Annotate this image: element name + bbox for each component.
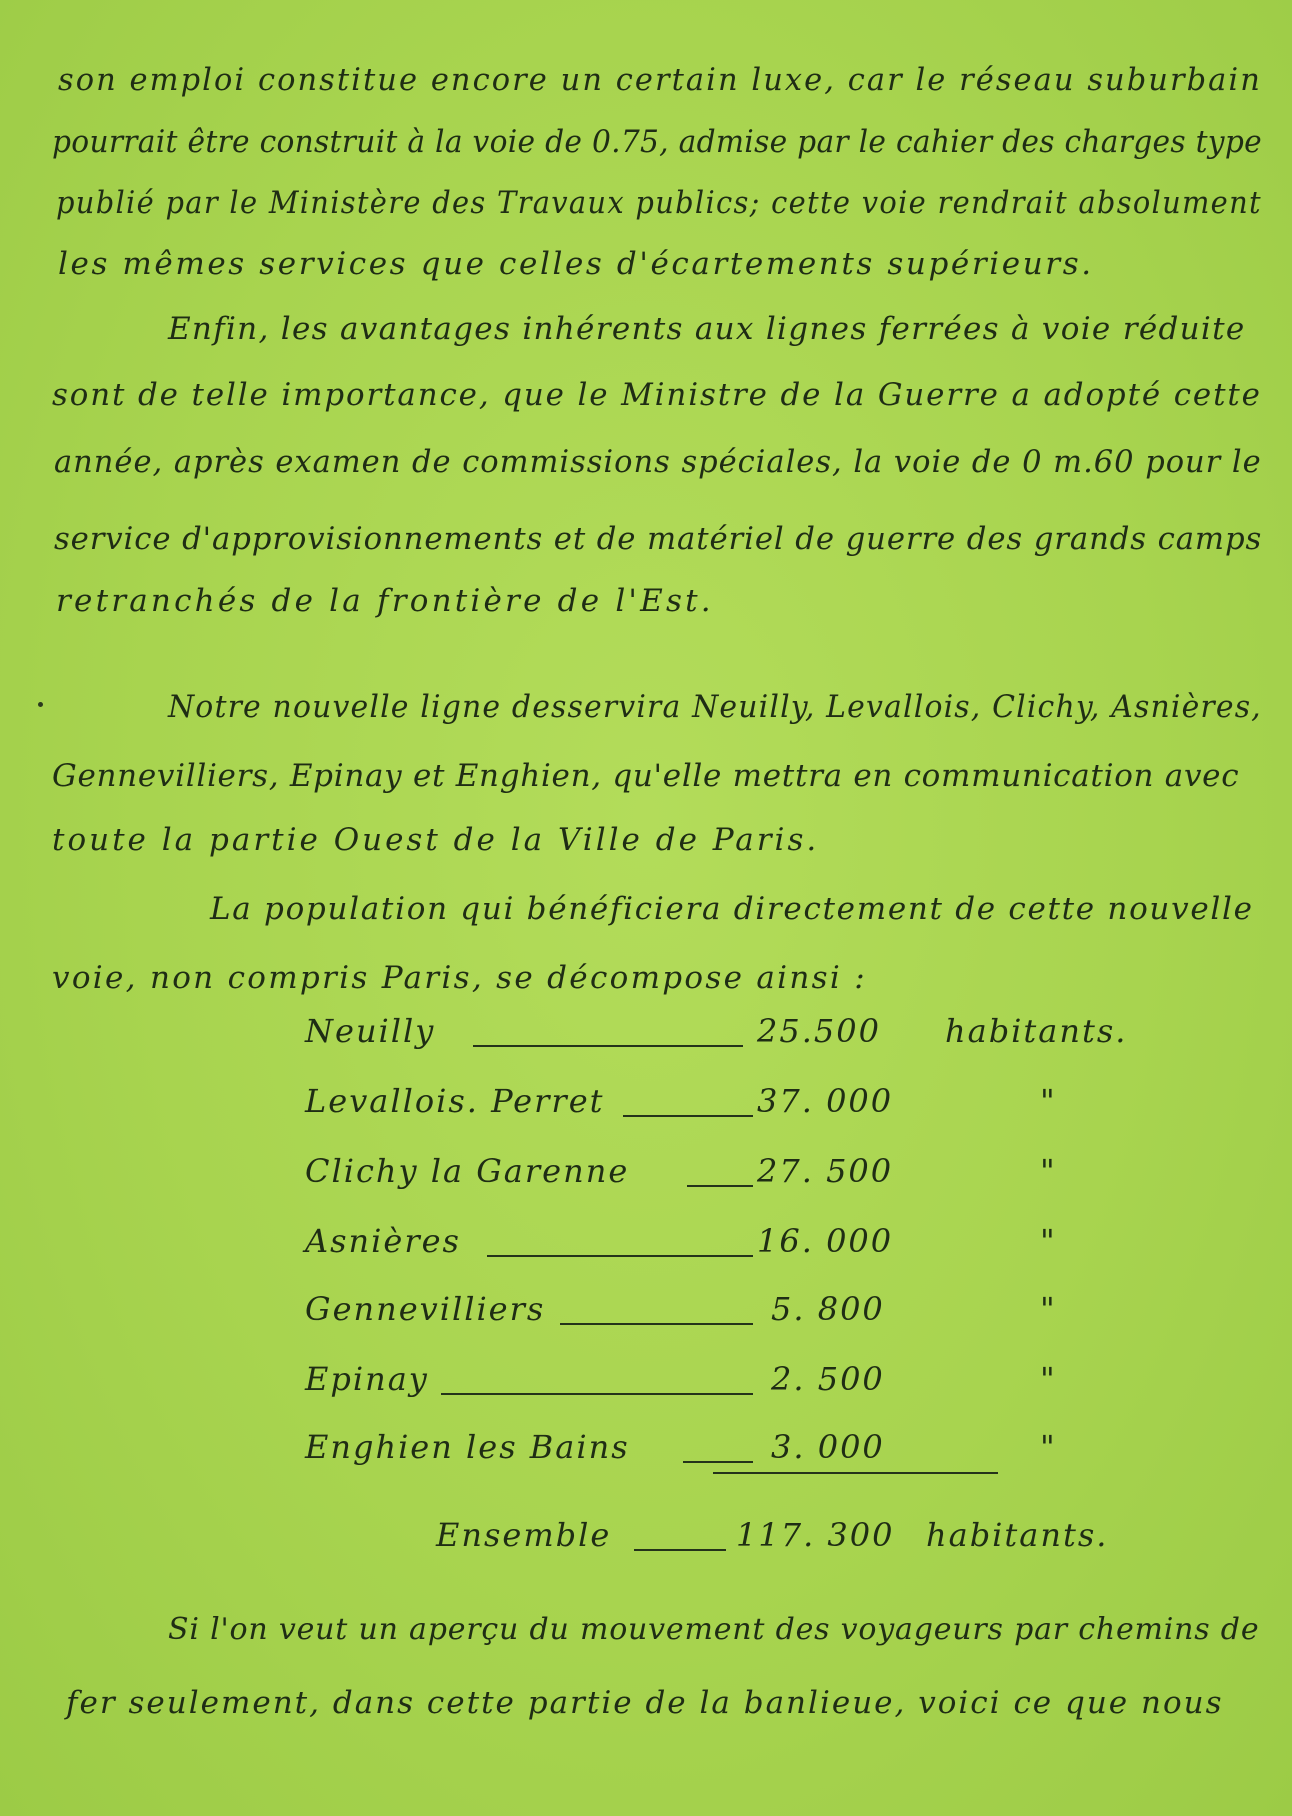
- town-name: Asnières: [305, 1222, 461, 1260]
- paragraph-2-line: année, après examen de commissions spéciales, la voie de 0 m.60 pour le: [54, 444, 1262, 480]
- population-total-row: [436, 1516, 1196, 1560]
- population-value: 27. 500: [757, 1152, 894, 1190]
- paragraph-2-line: retranchés de la frontière de l'Est.: [56, 583, 714, 619]
- town-name: Levallois. Perret: [305, 1082, 605, 1120]
- paragraph-2-line: sont de telle importance, que le Ministre de la Guerre a adopté cette: [52, 377, 1262, 413]
- total-label: Ensemble: [436, 1516, 612, 1554]
- population-row: [305, 1082, 1185, 1126]
- leader-line: [473, 1045, 743, 1047]
- population-unit: ": [1040, 1360, 1057, 1398]
- total-rule: [713, 1472, 998, 1474]
- town-name: Gennevilliers: [305, 1290, 546, 1328]
- population-row: [305, 1360, 1185, 1404]
- ink-speck: [38, 702, 43, 707]
- total-value: 117. 300: [736, 1516, 895, 1554]
- population-unit: ": [1040, 1152, 1057, 1190]
- population-row: [305, 1152, 1185, 1196]
- leader-line: [441, 1393, 753, 1395]
- population-unit: ": [1040, 1222, 1057, 1260]
- population-value: 5. 800: [771, 1290, 885, 1328]
- population-row: [305, 1428, 1185, 1472]
- paragraph-3-line: Notre nouvelle ligne desservira Neuilly, Levallois, Clichy, Asnières,: [168, 689, 1262, 725]
- population-unit: ": [1040, 1290, 1057, 1328]
- town-name: Enghien les Bains: [305, 1428, 630, 1466]
- population-row: [305, 1222, 1185, 1266]
- population-unit: habitants.: [945, 1012, 1128, 1050]
- paragraph-1-line: pourrait être construit à la voie de 0.75, admise par le cahier des charges type: [52, 124, 1262, 160]
- paragraph-4-line: La population qui bénéficiera directement de cette nouvelle: [210, 891, 1254, 927]
- town-name: Epinay: [305, 1360, 429, 1398]
- paragraph-1-line: les mêmes services que celles d'écartements supérieurs.: [58, 246, 1094, 282]
- leader-line: [623, 1115, 753, 1117]
- paragraph-5-line: Si l'on veut un aperçu du mouvement des voyageurs par chemins de: [168, 1612, 1260, 1647]
- population-value: 37. 000: [757, 1082, 894, 1120]
- town-name: Clichy la Garenne: [305, 1152, 630, 1190]
- paragraph-3-line: toute la partie Ouest de la Ville de Paris.: [52, 822, 820, 858]
- population-value: 2. 500: [771, 1360, 885, 1398]
- population-unit: ": [1040, 1428, 1057, 1466]
- leader-line: [560, 1323, 753, 1325]
- town-name: Neuilly: [305, 1012, 436, 1050]
- paragraph-2-line: Enfin, les avantages inhérents aux lignes ferrées à voie réduite: [168, 311, 1246, 347]
- total-unit: habitants.: [926, 1516, 1109, 1554]
- paragraph-5-line: fer seulement, dans cette partie de la banlieue, voici ce que nous: [66, 1685, 1224, 1721]
- paragraph-1-line: son emploi constitue encore un certain luxe, car le réseau suburbain: [58, 62, 1262, 98]
- paragraph-1-line: publié par le Ministère des Travaux publics; cette voie rendrait absolument: [56, 185, 1262, 221]
- leader-line: [487, 1255, 753, 1257]
- population-row: [305, 1290, 1185, 1334]
- paragraph-4-line: voie, non compris Paris, se décompose ainsi :: [52, 960, 867, 996]
- population-unit: ": [1040, 1082, 1057, 1120]
- paragraph-3-line: Gennevilliers, Epinay et Enghien, qu'elle mettra en communication avec: [52, 758, 1240, 794]
- population-value: 16. 000: [757, 1222, 894, 1260]
- population-value: 25.500: [757, 1012, 881, 1050]
- paragraph-2-line: service d'approvisionnements et de matériel de guerre des grands camps: [54, 521, 1263, 557]
- leader-line: [683, 1461, 753, 1463]
- population-row: [305, 1012, 1185, 1056]
- population-value: 3. 000: [771, 1428, 885, 1466]
- leader-line: [687, 1185, 753, 1187]
- leader-line: [634, 1549, 726, 1551]
